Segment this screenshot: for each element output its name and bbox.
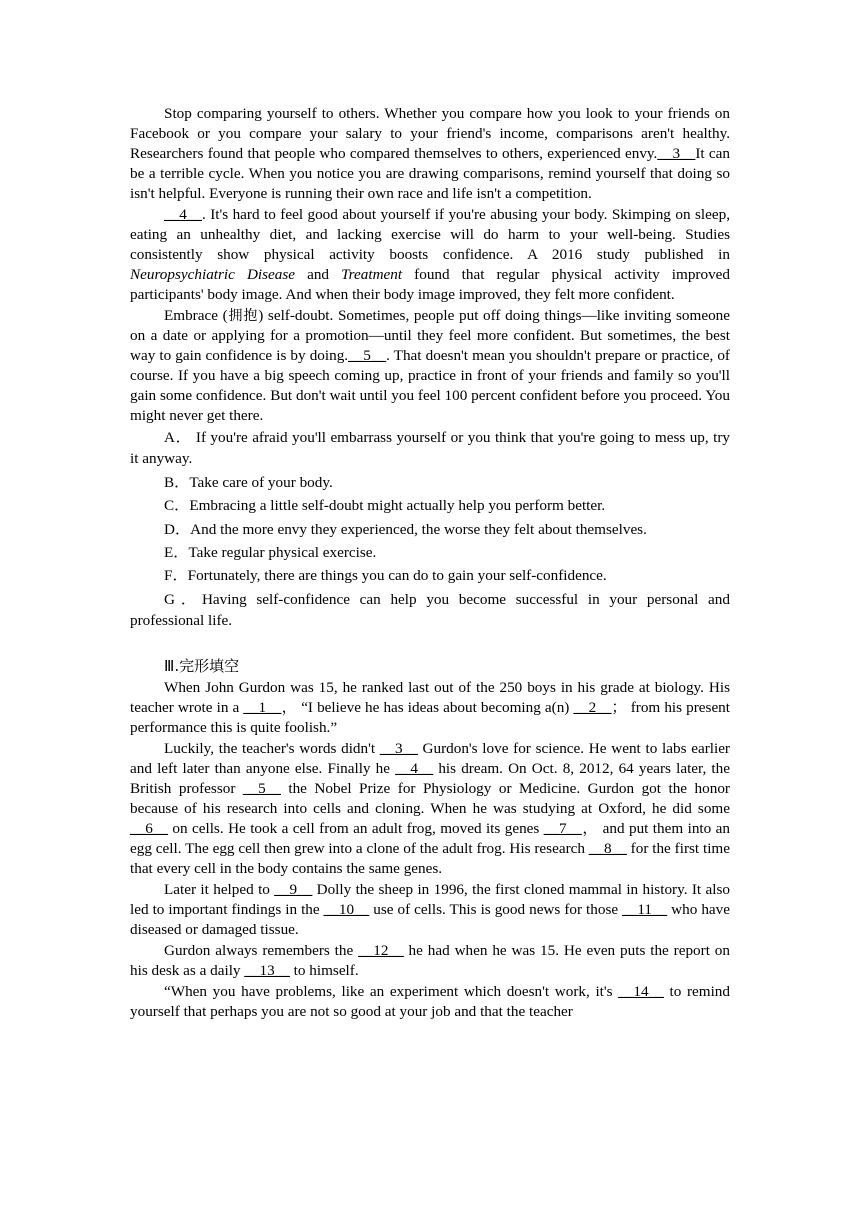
blank-2: __2__ <box>573 698 612 716</box>
text: ， and put them into an egg cell. The egg cell then grew into a clone of the adult frog. His research <box>130 819 730 857</box>
cloze-paragraph-1 <box>130 678 730 738</box>
option-b: B．Take care of your body. <box>164 473 333 491</box>
blank-5: __5__ <box>242 779 281 797</box>
text: to himself. <box>289 961 359 979</box>
blank-9: __9__ <box>274 880 313 898</box>
text: It can be a terrible cycle. When you notice you are drawing comparisons, remind yourself that doing so isn't helpful. Everyone is running their own race and life isn't a competition. <box>130 145 731 202</box>
blank-8: __8__ <box>588 839 627 857</box>
document-page <box>130 104 730 1023</box>
blank-3: __3__ <box>657 145 696 162</box>
option-c: C．Embracing a little self-doubt might actually help you perform better. <box>164 497 606 515</box>
text: for the first time that every cell in the body contains the same genes. <box>130 839 730 877</box>
blank-3: __3__ <box>379 739 418 757</box>
chinese-gloss: 拥抱 <box>227 308 259 324</box>
blank-4: __4__ <box>164 206 202 223</box>
blank-10: __10__ <box>323 900 370 918</box>
options-list <box>130 427 730 632</box>
text: Embrace ( <box>164 307 228 324</box>
passage-paragraph-2 <box>130 205 730 305</box>
text: . That doesn't mean you shouldn't prepare or practice, of course. If you have a big speech coming up, practice in front of your friends and family so you'll gain some confidence. But don't wait until you feel 100 percent confident before you proceed. You might never get there. <box>130 347 730 424</box>
blank-1: __1__ <box>243 698 282 716</box>
text: Luckily, the teacher's words didn't <box>164 739 380 757</box>
text: ， “I believe he has ideas about becoming a(n) <box>281 698 574 716</box>
option-a: A． If you're afraid you'll embarrass yourself or you think that you're going to mess up, try it anyway. <box>130 429 730 468</box>
text: When John Gurdon was 15, he ranked last out of the 250 boys in his grade at biology. His teacher wrote in a <box>130 678 730 716</box>
passage-paragraph-1 <box>130 104 730 204</box>
blank-6: __6__ <box>130 819 168 837</box>
blank-12: __12__ <box>358 941 404 959</box>
passage-paragraph-3 <box>130 306 730 426</box>
text: on cells. He took a cell from an adult frog, moved its genes <box>167 819 544 837</box>
blank-13: __13__ <box>244 961 290 979</box>
text: who have diseased or damaged tissue. <box>130 900 730 938</box>
blank-4: __4__ <box>395 759 434 777</box>
journal-name: Treatment <box>341 266 403 283</box>
text: ) self-doubt. Sometimes, people put off doing things—like inviting someone on a date or applying for a promotion—until they feel more confident. But sometimes, the best way to gain confidence is by doing. <box>130 307 730 364</box>
section-title: Ⅲ.完形填空 <box>164 656 240 675</box>
blank-5: __5__ <box>348 347 387 364</box>
option-g: G．Having self-confidence can help you become successful in your personal and professional life. <box>130 590 730 630</box>
blank-14: __14__ <box>618 982 664 1000</box>
blank-7: __7__ <box>543 819 582 837</box>
cloze-paragraph-4 <box>130 941 730 981</box>
journal-name: Neuropsychiatric Disease <box>130 266 296 283</box>
text: Gurdon always remembers the <box>164 941 359 959</box>
text: his dream. On Oct. 8, 2012, 64 years later, the British professor <box>130 759 730 797</box>
spacer <box>130 634 730 656</box>
cloze-paragraph-5 <box>130 982 730 1022</box>
text: found that regular physical activity improved participants' body image. And when their body image improved, they felt more confident. <box>130 266 730 303</box>
text: he had when he was 15. He even puts the report on his desk as a daily <box>130 941 730 979</box>
cloze-paragraph-3 <box>130 880 730 940</box>
text: use of cells. This is good news for those <box>369 900 623 918</box>
text: to remind yourself that perhaps you are not so good at your job and that the teacher <box>130 982 730 1020</box>
text: ； from his present performance this is quite foolish.” <box>130 698 730 736</box>
option-f: F．Fortunately, there are things you can do to gain your self-confidence. <box>164 567 607 585</box>
text: . It's hard to feel good about yourself if you're abusing your body. Skimping on sleep, eating an unhealthy diet, and lacking exercise will do harm to your well-being. Studies consistently show physical activity boosts confidence. A 2016 study published in <box>130 206 730 263</box>
text: and <box>295 266 342 283</box>
cloze-paragraph-2 <box>130 739 730 879</box>
text: Stop comparing yourself to others. Whether you compare how you look to your friends on Facebook or you compare your salary to your friend's income, comparisons aren't healthy. Researchers found that people who compared themselves to others, experienced envy. <box>130 105 730 162</box>
text: Gurdon's love for science. He went to labs earlier and left later than anyone else. Finally he <box>130 739 730 777</box>
text: Later it helped to <box>164 880 275 898</box>
text: Dolly the sheep in 1996, the first cloned mammal in history. It also led to important findings in the <box>130 880 730 918</box>
option-d: D．And the more envy they experienced, the worse they felt about themselves. <box>164 520 647 538</box>
option-e: E．Take regular physical exercise. <box>164 544 377 562</box>
text: the Nobel Prize for Physiology or Medicine. Gurdon got the honor because of his research into cells and cloning. When he was studying at Oxford, he did some <box>130 779 730 817</box>
blank-11: __11__ <box>622 900 668 918</box>
text: “When you have problems, like an experiment which doesn't work, it's <box>164 982 619 1000</box>
